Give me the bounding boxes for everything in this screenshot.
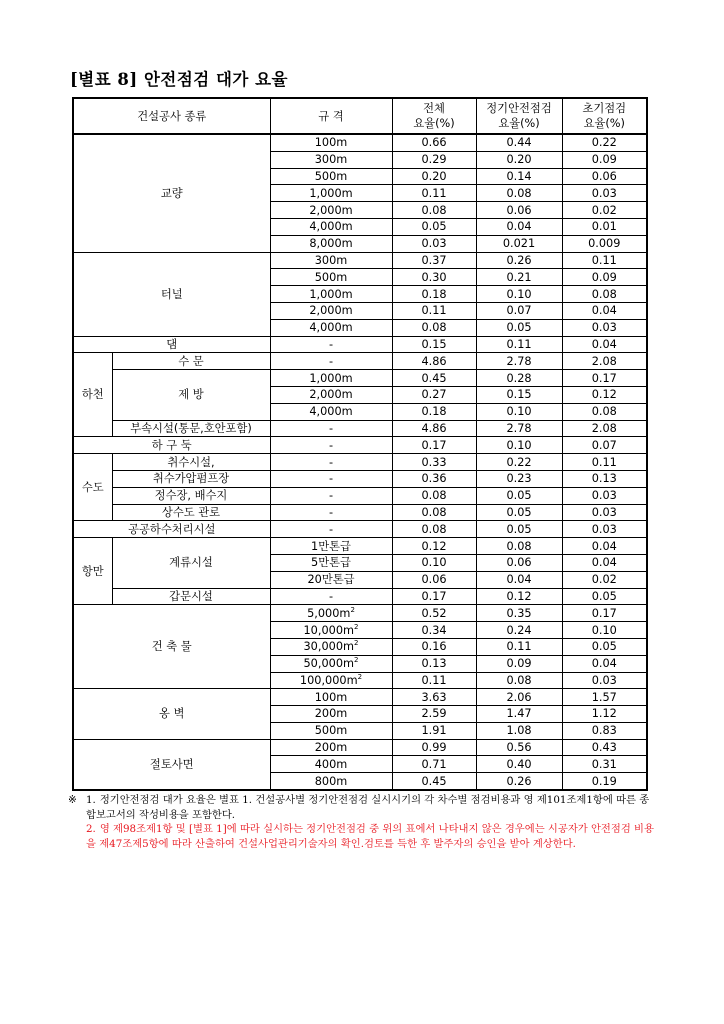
cell-initial: 0.83 <box>562 722 647 739</box>
cell-spec <box>270 622 392 639</box>
spec-area: 10,000m <box>303 623 355 637</box>
cell-total: 0.08 <box>392 521 476 538</box>
table-row <box>73 370 647 387</box>
cell-initial: 1.12 <box>562 706 647 723</box>
subgroup-water-intake: 취수시설, <box>112 454 270 471</box>
cell-spec: 200m <box>270 739 392 756</box>
cell-total: 0.29 <box>392 151 476 168</box>
cell-initial: 0.31 <box>562 756 647 773</box>
spec-area: 50,000m <box>303 657 355 671</box>
cell-spec: 1,000m <box>270 370 392 387</box>
cell-initial: 0.04 <box>562 655 647 672</box>
header-spec <box>270 98 392 134</box>
cell-total: 0.16 <box>392 638 476 655</box>
cell-total: 0.71 <box>392 756 476 773</box>
cell-regular: 0.35 <box>476 605 562 622</box>
cell-initial: 0.09 <box>562 151 647 168</box>
cell-initial: 0.03 <box>562 521 647 538</box>
area-unit-superscript: 2 <box>357 673 363 682</box>
cell-initial: 0.07 <box>562 437 647 454</box>
cell-initial: 0.05 <box>562 588 647 605</box>
cell-initial: 0.009 <box>562 235 647 252</box>
cell-spec <box>270 638 392 655</box>
area-unit-superscript: 2 <box>354 656 359 665</box>
group-building: 건 축 물 <box>73 605 270 689</box>
cell-regular: 2.06 <box>476 689 562 706</box>
cell-regular: 0.26 <box>476 773 562 790</box>
footnote-1 <box>68 793 658 822</box>
page-title: [별표 8] 안전점검 대가 요율 <box>70 70 288 89</box>
cell-initial: 0.05 <box>562 638 647 655</box>
cell-regular: 0.56 <box>476 739 562 756</box>
table-row <box>73 353 647 370</box>
cell-spec: - <box>270 454 392 471</box>
cell-total: 0.11 <box>392 672 476 689</box>
cell-regular: 0.11 <box>476 336 562 353</box>
cell-total: 2.59 <box>392 706 476 723</box>
cell-regular: 0.10 <box>476 403 562 420</box>
cell-total: 0.17 <box>392 437 476 454</box>
cell-total: 0.33 <box>392 454 476 471</box>
subgroup-river-aux: 부속시설(통문,호안포함) <box>112 420 270 437</box>
cell-initial: 0.17 <box>562 370 647 387</box>
cell-regular: 2.78 <box>476 353 562 370</box>
cell-initial: 0.02 <box>562 571 647 588</box>
cell-regular: 0.10 <box>476 286 562 303</box>
cell-total: 0.10 <box>392 554 476 571</box>
cell-initial: 0.01 <box>562 218 647 235</box>
group-estuary-bank: 하 구 둑 <box>73 437 270 454</box>
cell-spec: 100m <box>270 689 392 706</box>
table-row <box>73 252 647 269</box>
cell-regular: 0.40 <box>476 756 562 773</box>
cell-total: 0.17 <box>392 588 476 605</box>
group-harbor: 항만 <box>73 538 112 605</box>
cell-spec: 400m <box>270 756 392 773</box>
cell-total: 0.12 <box>392 538 476 555</box>
cell-spec: 500m <box>270 168 392 185</box>
cell-spec: - <box>270 437 392 454</box>
cell-spec: 100m <box>270 134 392 151</box>
cell-regular: 0.22 <box>476 454 562 471</box>
cell-initial: 2.08 <box>562 420 647 437</box>
subgroup-water-purify: 정수장, 배수지 <box>112 487 270 504</box>
cell-initial: 0.03 <box>562 672 647 689</box>
header-regular <box>476 98 562 134</box>
table-row <box>73 470 647 487</box>
cell-regular: 0.21 <box>476 269 562 286</box>
cell-total: 0.20 <box>392 168 476 185</box>
reference-mark: ※ <box>68 794 77 806</box>
cell-total: 0.05 <box>392 218 476 235</box>
cell-spec <box>270 605 392 622</box>
subgroup-water-pipe: 상수도 관로 <box>112 504 270 521</box>
header-initial-line1: 초기점검 <box>582 102 627 115</box>
group-cut-slope: 절토사면 <box>73 739 270 790</box>
cell-regular: 0.15 <box>476 386 562 403</box>
footnote-2-number: 2. <box>86 823 96 835</box>
cell-regular: 0.44 <box>476 134 562 151</box>
cell-spec: 200m <box>270 706 392 723</box>
area-unit-superscript: 2 <box>350 605 355 614</box>
cell-initial: 0.04 <box>562 554 647 571</box>
group-retaining-wall: 옹 벽 <box>73 689 270 739</box>
cell-regular: 1.47 <box>476 706 562 723</box>
group-water: 수도 <box>73 454 112 521</box>
cell-total: 0.06 <box>392 571 476 588</box>
cell-total: 0.37 <box>392 252 476 269</box>
cell-total: 0.27 <box>392 386 476 403</box>
cell-spec: 1,000m <box>270 286 392 303</box>
cell-initial: 0.11 <box>562 252 647 269</box>
header-total-line2: 요율(%) <box>413 117 455 130</box>
cell-total: 0.45 <box>392 370 476 387</box>
cell-spec: - <box>270 521 392 538</box>
spec-area: 100,000m <box>299 673 358 687</box>
cell-regular: 0.04 <box>476 218 562 235</box>
cell-regular: 0.08 <box>476 538 562 555</box>
cell-total: 4.86 <box>392 420 476 437</box>
cell-total: 0.15 <box>392 336 476 353</box>
footnote-1-number: 1. <box>86 794 96 806</box>
cell-initial: 0.03 <box>562 185 647 202</box>
cell-total: 0.34 <box>392 622 476 639</box>
cell-spec: 2,000m <box>270 386 392 403</box>
cell-spec: 300m <box>270 151 392 168</box>
table-row <box>73 437 647 454</box>
subgroup-river-embankment: 제 방 <box>112 370 270 420</box>
cell-total: 0.08 <box>392 504 476 521</box>
cell-regular: 0.26 <box>476 252 562 269</box>
cell-spec: - <box>270 336 392 353</box>
cell-regular: 0.28 <box>476 370 562 387</box>
group-river: 하천 <box>73 353 112 437</box>
cell-total: 3.63 <box>392 689 476 706</box>
cell-initial: 0.04 <box>562 538 647 555</box>
cell-regular: 0.05 <box>476 319 562 336</box>
footnotes <box>68 793 658 851</box>
header-total <box>392 98 476 134</box>
cell-spec <box>270 655 392 672</box>
footnote-1-text: 정기안전점검 대가 요율은 별표 1. 건설공사별 정기안전점검 실시시기의 각 차수별 점검비용과 영 제101조제1항에 따른 종합보고서의 작성비용을 포함한다. <box>86 794 650 821</box>
cell-total: 0.66 <box>392 134 476 151</box>
cell-spec: 1만톤급 <box>270 538 392 555</box>
header-type: 건설공사 종류 <box>73 98 270 134</box>
rate-table <box>72 97 648 791</box>
cell-regular: 0.10 <box>476 437 562 454</box>
cell-total: 0.08 <box>392 319 476 336</box>
cell-regular: 0.24 <box>476 622 562 639</box>
cell-spec: - <box>270 353 392 370</box>
cell-total: 1.91 <box>392 722 476 739</box>
cell-regular: 0.05 <box>476 487 562 504</box>
area-unit-superscript: 2 <box>354 639 359 648</box>
subgroup-harbor-gate: 갑문시설 <box>112 588 270 605</box>
cell-total: 0.45 <box>392 773 476 790</box>
cell-total: 0.03 <box>392 235 476 252</box>
spec-area: 5,000m <box>307 606 351 620</box>
table-row <box>73 336 647 353</box>
subgroup-harbor-mooring: 계류시설 <box>112 538 270 588</box>
cell-initial: 0.10 <box>562 622 647 639</box>
subgroup-water-pump: 취수가압펌프장 <box>112 470 270 487</box>
group-sewage: 공공하수처리시설 <box>73 521 270 538</box>
cell-total: 0.13 <box>392 655 476 672</box>
cell-total: 0.99 <box>392 739 476 756</box>
cell-total: 0.08 <box>392 487 476 504</box>
cell-total: 0.11 <box>392 185 476 202</box>
cell-spec <box>270 672 392 689</box>
cell-spec: 2,000m <box>270 202 392 219</box>
cell-regular: 0.08 <box>476 185 562 202</box>
table-row <box>73 504 647 521</box>
table-row <box>73 605 647 622</box>
cell-spec: 4,000m <box>270 218 392 235</box>
cell-initial: 0.04 <box>562 336 647 353</box>
cell-spec: 300m <box>270 252 392 269</box>
header-total-line1: 전체 <box>423 102 445 115</box>
cell-initial: 0.17 <box>562 605 647 622</box>
cell-spec: - <box>270 487 392 504</box>
cell-regular: 0.09 <box>476 655 562 672</box>
cell-spec: 500m <box>270 722 392 739</box>
cell-initial: 0.43 <box>562 739 647 756</box>
cell-regular: 0.06 <box>476 202 562 219</box>
cell-regular: 0.05 <box>476 521 562 538</box>
cell-spec: 4,000m <box>270 319 392 336</box>
footnote-2 <box>76 822 658 851</box>
table-row <box>73 420 647 437</box>
cell-initial: 0.22 <box>562 134 647 151</box>
cell-initial: 0.19 <box>562 773 647 790</box>
cell-initial: 0.13 <box>562 470 647 487</box>
cell-initial: 0.02 <box>562 202 647 219</box>
footnote-2-text: 영 제98조제1항 및 [별표 1]에 따라 실시하는 정기안전점검 중 위의 표에서 나타내지 않은 경우에는 시공자가 안전점검 비용을 제47조제5항에 따라 산출하여 건설사업관리기술자의 확인.검토를 득한 후 발주자의 승인을 받아 계상한다. <box>86 823 654 850</box>
cell-regular: 2.78 <box>476 420 562 437</box>
cell-total: 0.18 <box>392 286 476 303</box>
cell-regular: 1.08 <box>476 722 562 739</box>
cell-spec: - <box>270 588 392 605</box>
header-regular-line1: 정기안전점검 <box>486 102 552 115</box>
cell-initial: 0.12 <box>562 386 647 403</box>
cell-spec: 8,000m <box>270 235 392 252</box>
cell-regular: 0.06 <box>476 554 562 571</box>
cell-regular: 0.11 <box>476 638 562 655</box>
table-row <box>73 588 647 605</box>
cell-spec: 1,000m <box>270 185 392 202</box>
cell-spec: - <box>270 470 392 487</box>
cell-total: 0.08 <box>392 202 476 219</box>
cell-regular: 0.07 <box>476 302 562 319</box>
cell-initial: 0.03 <box>562 504 647 521</box>
cell-spec: - <box>270 504 392 521</box>
cell-spec: 800m <box>270 773 392 790</box>
area-unit-superscript: 2 <box>354 622 359 631</box>
table-row <box>73 454 647 471</box>
cell-total: 0.30 <box>392 269 476 286</box>
cell-initial: 2.08 <box>562 353 647 370</box>
cell-regular: 0.20 <box>476 151 562 168</box>
header-initial <box>562 98 647 134</box>
cell-regular: 0.04 <box>476 571 562 588</box>
cell-spec: 4,000m <box>270 403 392 420</box>
cell-total: 0.11 <box>392 302 476 319</box>
cell-initial: 0.03 <box>562 487 647 504</box>
cell-regular: 0.23 <box>476 470 562 487</box>
cell-spec: 20만톤급 <box>270 571 392 588</box>
cell-initial: 0.11 <box>562 454 647 471</box>
cell-initial: 0.04 <box>562 302 647 319</box>
cell-regular: 0.12 <box>476 588 562 605</box>
cell-regular: 0.08 <box>476 672 562 689</box>
cell-total: 0.36 <box>392 470 476 487</box>
cell-initial: 0.06 <box>562 168 647 185</box>
cell-spec: - <box>270 420 392 437</box>
cell-spec: 500m <box>270 269 392 286</box>
cell-initial: 0.03 <box>562 319 647 336</box>
cell-regular: 0.021 <box>476 235 562 252</box>
cell-initial: 0.08 <box>562 403 647 420</box>
cell-initial: 0.09 <box>562 269 647 286</box>
cell-spec: 5만톤급 <box>270 554 392 571</box>
cell-initial: 1.57 <box>562 689 647 706</box>
subgroup-river-gauge: 수 문 <box>112 353 270 370</box>
table-row <box>73 134 647 151</box>
cell-spec: 2,000m <box>270 302 392 319</box>
cell-total: 0.52 <box>392 605 476 622</box>
table-row <box>73 739 647 756</box>
table-row <box>73 538 647 555</box>
group-tunnel: 터널 <box>73 252 270 336</box>
header-initial-line2: 요율(%) <box>583 117 625 130</box>
table-row <box>73 689 647 706</box>
group-dam: 댐 <box>73 336 270 353</box>
table-row <box>73 521 647 538</box>
group-bridge: 교량 <box>73 134 270 252</box>
header-spec-label: 규 격 <box>318 109 344 123</box>
header-regular-line2: 요율(%) <box>498 117 540 130</box>
cell-total: 4.86 <box>392 353 476 370</box>
cell-total: 0.18 <box>392 403 476 420</box>
cell-regular: 0.14 <box>476 168 562 185</box>
cell-regular: 0.05 <box>476 504 562 521</box>
table-row <box>73 487 647 504</box>
cell-initial: 0.08 <box>562 286 647 303</box>
spec-area: 30,000m <box>303 640 355 654</box>
header-row <box>73 98 647 134</box>
